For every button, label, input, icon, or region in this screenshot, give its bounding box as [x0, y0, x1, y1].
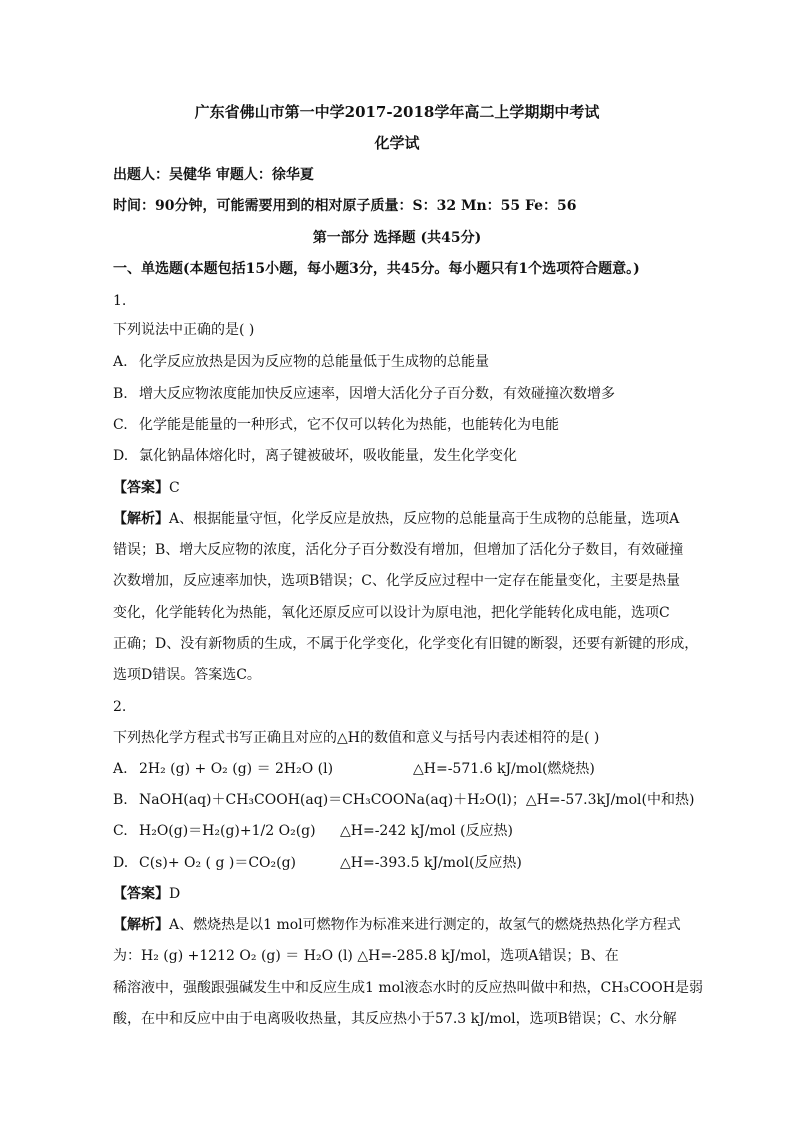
option-equation: C(s)+ O₂ ( g )＝CO₂(g) — [139, 855, 297, 871]
question-1-analysis-line: 变化，化学能转化为热能，氧化还原反应可以设计为原电池，把化学能转化成电能，选项C — [113, 605, 670, 621]
option-enthalpy: △H=-571.6 kJ/mol(燃烧热) — [413, 761, 595, 777]
question-2-analysis-line: 为：H₂ (g) +1212 O₂ (g) ＝ H₂O (l) △H=-285.8 kJ/mol，选项A错误；B、在 — [113, 948, 619, 964]
question-2-number: 2. — [113, 699, 127, 715]
question-1-option-d — [113, 447, 517, 465]
option-text: 化学能是能量的一种形式，它不仅可以转化为热能，也能转化为电能 — [139, 417, 559, 433]
option-letter: D. — [113, 448, 129, 464]
answer-tag: 【答案】 — [113, 886, 169, 902]
question-2-answer — [113, 885, 180, 903]
option-letter: B. — [113, 386, 128, 402]
question-2-analysis-line: 酸，在中和反应中由于电离吸收热量，其反应热小于57.3 kJ/mol，选项B错误；C、水分解 — [113, 1011, 677, 1027]
option-letter: C. — [113, 417, 128, 433]
question-2-option-d — [113, 854, 522, 872]
question-2-analysis-line — [113, 916, 681, 934]
question-1-option-c — [113, 416, 559, 434]
option-equation: 2H₂ (g) + O₂ (g) ＝ 2H₂O (l) — [139, 761, 334, 777]
question-1-analysis-line: 选项D错误。答案选C。 — [113, 667, 261, 683]
question-2-option-a — [113, 760, 595, 778]
question-2-stem: 下列热化学方程式书写正确且对应的△H的数值和意义与括号内表述相符的是( ) — [113, 730, 600, 746]
option-letter: C. — [113, 823, 128, 839]
author-line: 出题人：吴健华 审题人：徐华夏 — [113, 167, 314, 183]
question-1-analysis-line — [113, 510, 679, 528]
question-1-analysis-line: 次数增加，反应速率加快，选项B错误；C、化学反应过程中一定存在能量变化，主要是热量 — [113, 573, 680, 589]
option-equation: NaOH(aq)＋CH₃COOH(aq)＝CH₃COONa(aq)＋H₂O(l)； — [139, 792, 526, 808]
analysis-tag: 【解析】 — [113, 917, 169, 933]
question-1-option-a — [113, 353, 489, 371]
option-enthalpy: △H=-393.5 kJ/mol(反应热) — [340, 855, 522, 871]
option-enthalpy: △H=-57.3kJ/mol(中和热) — [525, 792, 695, 808]
option-text: 增大反应物浓度能加快反应速率，因增大活化分子百分数，有效碰撞次数增多 — [139, 386, 615, 402]
option-letter: A. — [113, 354, 128, 370]
answer-value: C — [169, 480, 180, 496]
section-instructions: 一、单选题(本题包括15小题，每小题3分，共45分。每小题只有1个选项符合题意。) — [113, 261, 640, 277]
question-1-option-b — [113, 385, 615, 403]
question-1-stem: 下列说法中正确的是( ) — [113, 322, 255, 338]
question-1-number: 1. — [113, 293, 127, 309]
option-letter: D. — [113, 855, 129, 871]
exam-subtitle: 化学试 — [374, 134, 420, 152]
analysis-tag: 【解析】 — [113, 511, 169, 527]
part-title: 第一部分 选择题 (共45分) — [312, 230, 482, 246]
option-letter: B. — [113, 792, 128, 808]
option-enthalpy: △H=-242 kJ/mol (反应热) — [340, 823, 513, 839]
analysis-text: A、根据能量守恒，化学反应是放热，反应物的总能量高于生成物的总能量，选项A — [169, 511, 680, 527]
option-equation: H₂O(g)＝H₂(g)+1/2 O₂(g) — [139, 823, 316, 839]
question-2-option-b — [113, 791, 694, 809]
answer-value: D — [169, 886, 181, 902]
question-2-analysis-line: 稀溶液中，强酸跟强碱发生中和反应生成1 mol液态水时的反应热叫做中和热，CH₃COOH是弱 — [113, 980, 703, 996]
question-1-analysis-line: 正确；D、没有新物质的生成，不属于化学变化，化学变化有旧键的断裂，还要有新键的形成， — [113, 636, 699, 652]
question-2-option-c — [113, 822, 513, 840]
time-info-line: 时间：90分钟，可能需要用到的相对原子质量：S：32 Mn：55 Fe：56 — [113, 198, 577, 214]
answer-tag: 【答案】 — [113, 480, 169, 496]
question-1-analysis-line: 错误；B、增大反应物的浓度，活化分子百分数没有增加，但增加了活化分子数目，有效碰撞 — [113, 542, 684, 558]
option-letter: A. — [113, 761, 128, 777]
analysis-text: A、燃烧热是以1 mol可燃物作为标准来进行测定的，故氢气的燃烧热热化学方程式 — [169, 917, 681, 933]
option-text: 化学反应放热是因为反应物的总能量低于生成物的总能量 — [139, 354, 489, 370]
exam-title: 广东省佛山市第一中学2017-2018学年高二上学期期中考试 — [194, 103, 600, 121]
question-1-answer — [113, 479, 180, 497]
option-text: 氯化钠晶体熔化时，离子键被破坏，吸收能量，发生化学变化 — [139, 448, 517, 464]
